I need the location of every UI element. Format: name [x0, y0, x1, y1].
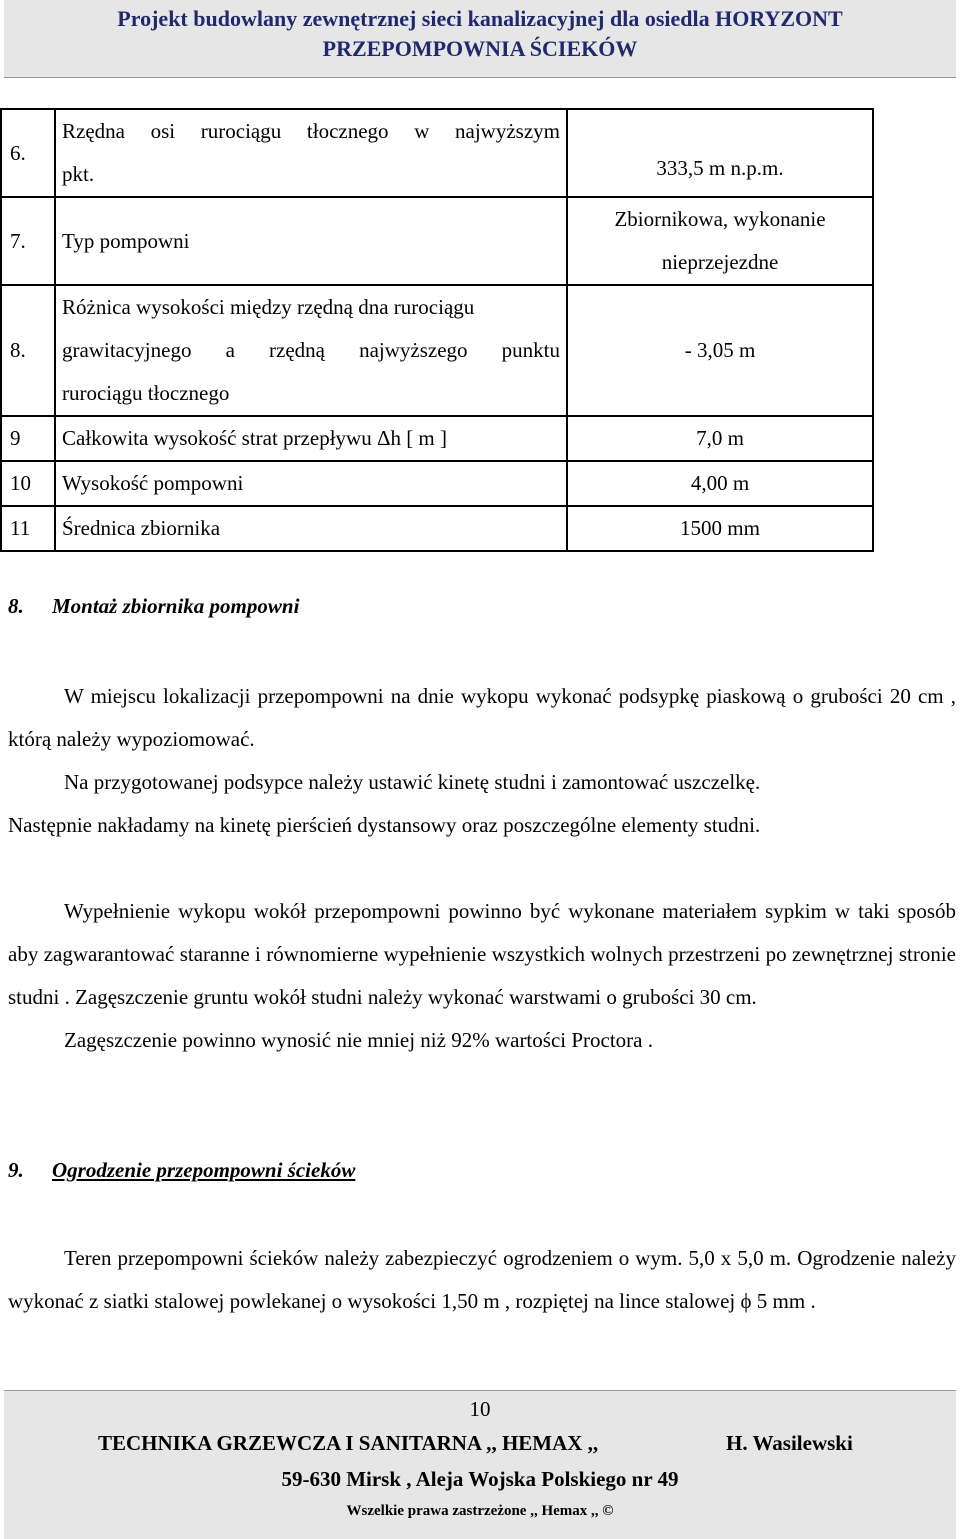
parameters-table	[0, 108, 874, 552]
paragraph: Następnie nakładamy na kinetę pierścień dystansowy oraz poszczególne elementy studni.	[8, 813, 761, 837]
row-value	[567, 109, 873, 197]
section-title: Montaż zbiornika pompowni	[52, 594, 300, 618]
section-8-body-cont	[8, 890, 956, 1062]
row-label-line: Średnica zbiornika	[62, 516, 221, 540]
footer-owner: H. Wasilewski	[726, 1431, 853, 1455]
row-label-line: grawitacyjnego a rzędną najwyższego punktu	[62, 338, 560, 362]
row-label	[55, 197, 567, 285]
row-value-line: - 3,05 m	[684, 338, 756, 362]
row-label	[55, 506, 567, 551]
header-project-title: Projekt budowlany zewnętrznej sieci kanalizacyjnej dla osiedla HORYZONT	[117, 6, 843, 31]
paragraph: W miejscu lokalizacji przepompowni na dnie wykopu wykonać podsypkę piaskową o grubości 20 cm , którą należy wypoziomować.	[8, 684, 956, 751]
section-number: 9.	[8, 1158, 24, 1182]
row-number: 11	[1, 506, 55, 551]
row-value	[567, 506, 873, 551]
paragraph: Na przygotowanej podsypce należy ustawić kinetę studni i zamontować uszczelkę.	[64, 770, 761, 794]
footer-company: TECHNIKA GRZEWCZA I SANITARNA ,, HEMAX ,,	[98, 1431, 599, 1455]
header-subtitle: PRZEPOMPOWNIA ŚCIEKÓW	[322, 36, 638, 61]
footer-copyright: Wszelkie prawa zastrzeżone ,, Hemax ,, ©	[346, 1503, 614, 1519]
page-number: 10	[469, 1397, 491, 1421]
row-label	[55, 416, 567, 461]
row-number: 8.	[1, 285, 55, 416]
paragraph: Zagęszczenie powinno wynosić nie mniej niż 92% wartości Proctora .	[64, 1028, 653, 1052]
table-row	[1, 197, 873, 285]
row-label-line: rurociągu tłocznego	[62, 381, 230, 405]
section-8-heading	[8, 594, 299, 619]
row-label-line: Typ pompowni	[62, 228, 190, 253]
section-title: Ogrodzenie przepompowni ścieków	[52, 1158, 356, 1182]
row-value	[567, 285, 873, 416]
row-value-line: 1500 mm	[680, 516, 760, 540]
row-value	[567, 197, 873, 285]
row-label	[55, 461, 567, 506]
row-label-line: Wysokość pompowni	[62, 471, 244, 495]
row-value-line: Zbiornikowa, wykonanie	[614, 207, 826, 231]
document-footer	[4, 1390, 956, 1539]
table-row	[1, 285, 873, 416]
document-header	[4, 0, 956, 78]
section-number: 8.	[8, 594, 24, 618]
row-value-line: 333,5 m n.p.m.	[656, 155, 784, 180]
paragraph: Wypełnienie wykopu wokół przepompowni powinno być wykonane materiałem sypkim w taki sposób aby zagwarantować staranne i równomierne wypełnienie wszystkich wolnych przestrzeni po zewnętrznej stronie studni . Zagęszczenie gruntu wokół studni należy wykonać warstwami o grubości 30 cm.	[8, 899, 956, 1009]
row-number: 9	[1, 416, 55, 461]
table-row	[1, 461, 873, 506]
section-9-heading	[8, 1158, 355, 1183]
row-label-line: Całkowita wysokość strat przepływu Δh [ m ]	[62, 426, 448, 450]
row-value-line: 4,00 m	[690, 471, 750, 495]
section-9-body	[8, 1237, 956, 1323]
row-label	[55, 285, 567, 416]
row-label-line: pkt.	[62, 162, 95, 186]
row-number: 7.	[1, 197, 55, 285]
row-value	[567, 416, 873, 461]
row-value-line: nieprzejezdne	[661, 250, 779, 274]
row-number: 6.	[1, 109, 55, 197]
table-row	[1, 506, 873, 551]
row-label-line: Rzędna osi rurociągu tłocznego w najwyższym	[62, 119, 560, 143]
footer-address: 59-630 Mirsk , Aleja Wojska Polskiego nr 49	[281, 1467, 679, 1491]
section-8-body	[8, 675, 956, 847]
row-label	[55, 109, 567, 197]
row-value-line: 7,0 m	[696, 426, 744, 450]
row-number: 10	[1, 461, 55, 506]
row-value	[567, 461, 873, 506]
row-label-line: Różnica wysokości między rzędną dna rurociągu	[62, 295, 475, 319]
paragraph: Teren przepompowni ścieków należy zabezpieczyć ogrodzeniem o wym. 5,0 x 5,0 m. Ogrodzenie należy wykonać z siatki stalowej powlekanej o wysokości 1,50 m , rozpiętej na lince stalowej ϕ 5 mm .	[8, 1246, 956, 1313]
table-row	[1, 109, 873, 197]
table-row	[1, 416, 873, 461]
